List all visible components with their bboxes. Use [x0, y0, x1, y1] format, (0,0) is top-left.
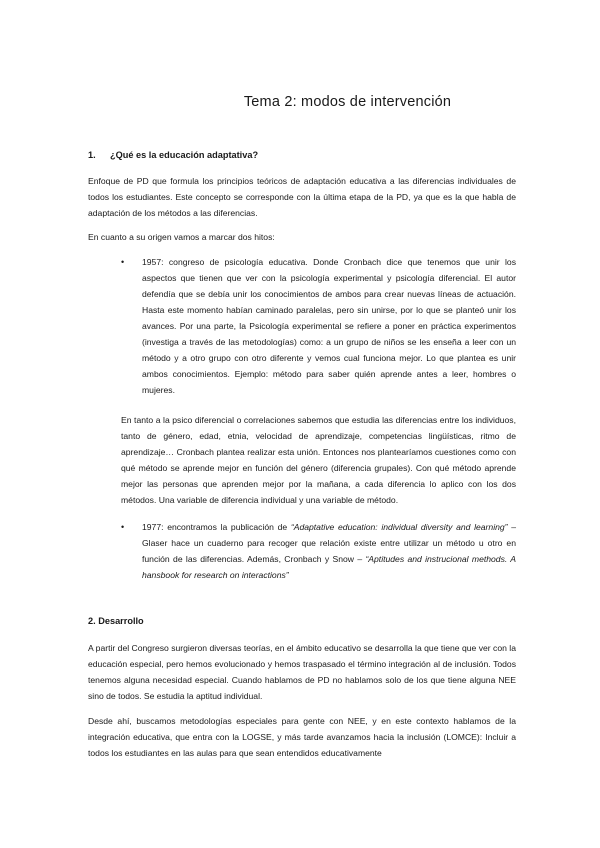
publication-title-1: “Adaptative education: individual diversity and learning”	[290, 522, 508, 532]
bullet-1977-intro: 1977: encontramos la publicación de	[142, 522, 291, 532]
bullet-1977	[142, 519, 516, 583]
page-title: Tema 2: modos de intervención	[243, 94, 452, 110]
bullet-marker: •	[121, 257, 125, 267]
paragraph-intro: Enfoque de PD que formula los principios teóricos de adaptación educativa a las diferencias individuales de todos los estudiantes. Este concepto se corresponde con la última etapa de la PD, ya que es la que habla de adaptación de los métodos a las diferencias.	[88, 176, 516, 218]
paragraph-development: A partir del Congreso surgieron diversas teorías, en el ámbito educativo se desarrolla la que tiene que ver con la educación especial, pero hemos evolucionado y hemos traspasado el término integración al de inclusión. Todos tenemos alguna necesidad especial. Cuando hablamos de PD no hablamos solo de los que tiene alguna NEE sino de todos. Se estudia la aptitud individual.	[88, 643, 516, 701]
section-title: ¿Qué es la educación adaptativa?	[110, 150, 259, 160]
paragraph-differential: En tanto a la psico diferencial o correlaciones sabemos que estudia las diferencias entre los individuos, tanto de género, edad, etnia, velocidad de aprendizaje, competencias lingüísticas, ritmo de aprendizaje… Cronbach plantea realizar esta unión. Entonces nos plantearíamos cuestiones como con qué método se aprende mejor en función del género (diferencia grupales). Con qué método aprende mejor las personas que aprenden mejor por la mañana, a cada diferencia lo aplico con los dos métodos. Una variable de diferencia individual y una variable de método.	[121, 415, 516, 505]
section-heading-1	[88, 150, 258, 160]
bullet-1957: 1957: congreso de psicología educativa. Donde Cronbach dice que tenemos que unir los aspectos que tienen que ver con la psicología experimental y psicología diferencial. El autor defendía que se debía unir los conocimientos de ambos para crear nuevas líneas de actuación. Hasta este momento habían caminado paralelas, pero sin unirse, por lo que se planteó unir los avances. Por una parte, la Psicología experimental se refiere a poner en práctica experimentos (investiga a través de las metodologías) como: a un grupo de niños se les enseña a leer con un método y a otro grupo con otro diferente y vemos cual funciona mejor. Lo que plantea es unir ambos conocimientos. Ejemplo: método para saber quién aprende antes a leer, hombres o mujeres.	[142, 257, 516, 395]
publication-title-2: “Aptitudes and instrucional methods. A hansbook for research on interactions”	[142, 554, 517, 580]
bullet-1977-body: – Glaser hace un cuaderno para recoger que relación existe entre utilizar un método u otro en función de las diferencias. Además, Cronbach y Snow –	[142, 522, 516, 564]
bullet-marker: •	[121, 522, 125, 532]
section-heading-2: 2. Desarrollo	[88, 616, 144, 626]
section-number: 1.	[88, 150, 96, 160]
paragraph-inclusion: Desde ahí, buscamos metodologías especiales para gente con NEE, y en este contexto hablamos de la integración educativa, que entra con la LOGSE, y más tarde avanzamos hacia la inclusión (LOMCE): Incluir a todos los estudiantes en las aulas para que sean entendidos educativamente	[88, 716, 516, 758]
paragraph-origin: En cuanto a su origen vamos a marcar dos hitos:	[88, 232, 275, 242]
